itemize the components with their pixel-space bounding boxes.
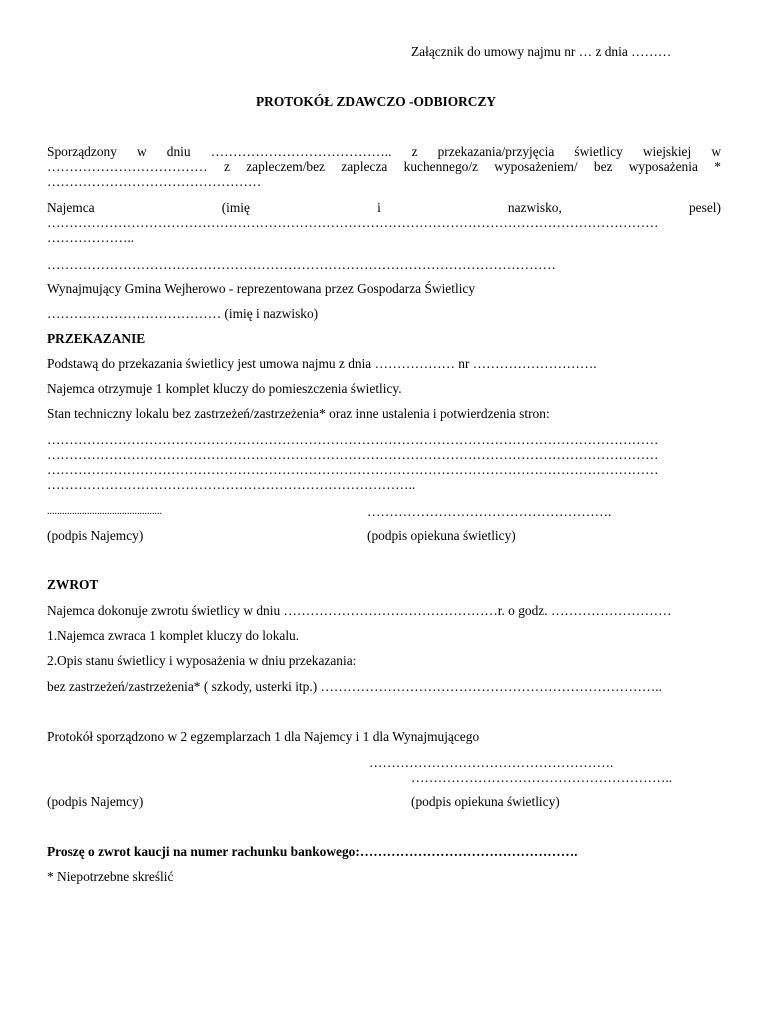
intro-line-2 [47,159,721,175]
return-date-line: Najemca dokonuje zwrotu świetlicy w dniu …………………………………………r. o godz. ……………………… [47,603,672,618]
word: Sporządzony [47,144,117,159]
word: z [223,159,230,174]
landlord-name-line: ………………………………… (imię i nazwisko) [47,306,319,321]
handover-condition: Stan techniczny lokalu bez zastrzeżeń/zastrzeżenia* oraz inne ustalenia i potwierdzenia stron: [47,406,550,421]
handover-dots-2: ………………………………………………………………………………………………………………………… [47,447,659,462]
tenant-dots-1: ………………………………………………………………………………………………………………………… [47,215,659,230]
word: Najemca [47,200,95,215]
intro-line-3: ………………………………………… [47,174,262,189]
return-sig-right-label: (podpis opiekuna świetlicy) [411,794,560,809]
handover-sig-right-dots: ………………………………………………. [367,504,612,519]
handover-basis: Podstawą do przekazania świetlicy jest umowa najmu z dnia ……………… nr ………………………. [47,356,597,371]
return-sig-dots-2: ………………………………………………….. [411,770,673,785]
word: zapleczem/bez [246,159,325,174]
return-description: 2.Opis stanu świetlicy i wyposażenia w dniu przekazania: [47,653,357,668]
word: zaplecza [341,159,388,174]
handover-dots-3: ………………………………………………………………………………………………………………………… [47,462,659,477]
landlord-line: Wynajmujący Gmina Wejherowo - reprezentowana przez Gospodarza Świetlicy [47,281,476,296]
tenant-dots-3: …………………………………………………………………………………………………… [47,257,556,272]
deposit-request: Proszę o zwrot kaucji na numer rachunku bankowego:…………………………………………. [47,844,578,859]
word: w [137,144,147,159]
return-condition: bez zastrzeżeń/zastrzeżenia* ( szkody, usterki itp.) ………………………………………………………………….. [47,679,662,694]
word: w [711,144,721,159]
handover-dots-1: ………………………………………………………………………………………………………………………… [47,432,659,447]
annex-reference: Załącznik do umowy najmu nr … z dnia ……… [411,44,672,59]
return-heading: ZWROT [47,577,99,592]
return-keys: 1.Najemca zwraca 1 komplet kluczy do lokalu. [47,628,300,643]
handover-keys: Najemca otrzymuje 1 komplet kluczy do pomieszczenia świetlicy. [47,381,402,396]
word: i [377,200,381,215]
handover-sig-left-label: (podpis Najemcy) [47,528,144,543]
handover-dots-4: ……………………………………………………………………….. [47,477,416,492]
intro-line-1 [47,144,721,160]
copies-statement: Protokół sporządzono w 2 egzemplarzach 1 dla Najemcy i 1 dla Wynajmującego [47,729,480,744]
return-sig-dots-1: ………………………………………………. [369,755,614,770]
handover-sig-right-label: (podpis opiekuna świetlicy) [367,528,516,543]
word: dniu [166,144,191,159]
word: bez [593,159,613,174]
word: (imię [221,200,250,215]
blank: ……………………………… [47,159,208,174]
date-blank: ………………………………….. [210,144,392,159]
handover-sig-left-dots: .............................................. [47,506,162,517]
word: przekazania/przyjęcia [437,144,555,159]
word: nazwisko, [507,200,562,215]
footnote: * Niepotrzebne skreślić [47,869,174,884]
word: z [411,144,418,159]
tenant-dots-2: ……………….. [47,230,135,245]
word: świetlicy [574,144,623,159]
document-title: PROTOKÓŁ ZDAWCZO -ODBIORCZY [256,94,497,109]
word: wyposażenia [628,159,698,174]
handover-heading: PRZEKAZANIE [47,331,146,346]
word: kuchennego/z [403,159,479,174]
word: pesel) [688,200,721,215]
word: * [714,159,721,174]
word: wiejskiej [642,144,692,159]
word: wyposażeniem/ [494,159,578,174]
tenant-label [47,200,721,216]
return-sig-left-label: (podpis Najemcy) [47,794,144,809]
